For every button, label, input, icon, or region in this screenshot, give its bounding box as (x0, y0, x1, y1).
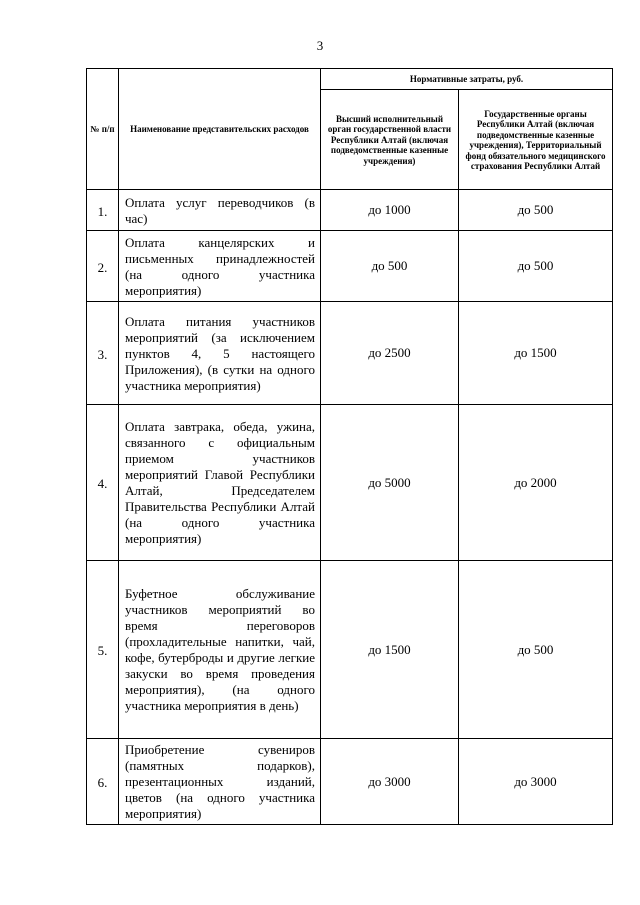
row-value-b: до 500 (459, 231, 613, 302)
header-name: Наименование представительских расходов (119, 69, 321, 190)
row-value-b: до 500 (459, 561, 613, 739)
row-value-b: до 500 (459, 190, 613, 231)
page-number: 3 (316, 38, 324, 53)
row-num: 1. (87, 190, 119, 231)
row-num: 5. (87, 561, 119, 739)
table-row (87, 190, 613, 231)
row-value-a: до 1000 (321, 190, 459, 231)
row-num: 6. (87, 739, 119, 825)
header-num: № п/п (87, 69, 119, 190)
row-value-b: до 2000 (459, 405, 613, 561)
row-value-a: до 1500 (321, 561, 459, 739)
row-name: Оплата услуг переводчиков (в час) (119, 190, 321, 231)
row-value-a: до 500 (321, 231, 459, 302)
table-row (87, 739, 613, 825)
row-num: 4. (87, 405, 119, 561)
costs-table (86, 68, 613, 825)
row-name: Приобретение сувениров (памятных подарков), презентационных изданий, цветов (на одного участника мероприятия) (119, 739, 321, 825)
header-col-b: Государственные органы Республики Алтай (включая подведомственные казенные учреждения), Территориальный фонд обязательного медицинского страхования Республики Алтай (459, 90, 613, 190)
row-num: 2. (87, 231, 119, 302)
table-row (87, 302, 613, 405)
row-name: Оплата завтрака, обеда, ужина, связанного с официальным приемом участников мероприятий Главой Республики Алтай, Председателем Правительства Республики Алтай (на одного участника мероприятия) (119, 405, 321, 561)
table-row (87, 231, 613, 302)
row-value-a: до 2500 (321, 302, 459, 405)
row-value-a: до 5000 (321, 405, 459, 561)
row-value-a: до 3000 (321, 739, 459, 825)
row-value-b: до 3000 (459, 739, 613, 825)
row-value-b: до 1500 (459, 302, 613, 405)
row-num: 3. (87, 302, 119, 405)
table-row (87, 405, 613, 561)
row-name: Оплата канцелярских и письменных принадлежностей (на одного участника мероприятия) (119, 231, 321, 302)
header-costs: Нормативные затраты, руб. (321, 69, 613, 90)
row-name: Буфетное обслуживание участников мероприятий во время переговоров (прохладительные напитки, чай, кофе, бутерброды и другие легкие закуски во время проведения мероприятия), (на одного участника мероприятия в день) (119, 561, 321, 739)
table-row (87, 561, 613, 739)
row-name: Оплата питания участников мероприятий (за исключением пунктов 4, 5 настоящего Приложения), (в сутки на одного участника мероприятия) (119, 302, 321, 405)
header-col-a: Высший исполнительный орган государственной власти Республики Алтай (включая подведомственные казенные учреждения) (321, 90, 459, 190)
